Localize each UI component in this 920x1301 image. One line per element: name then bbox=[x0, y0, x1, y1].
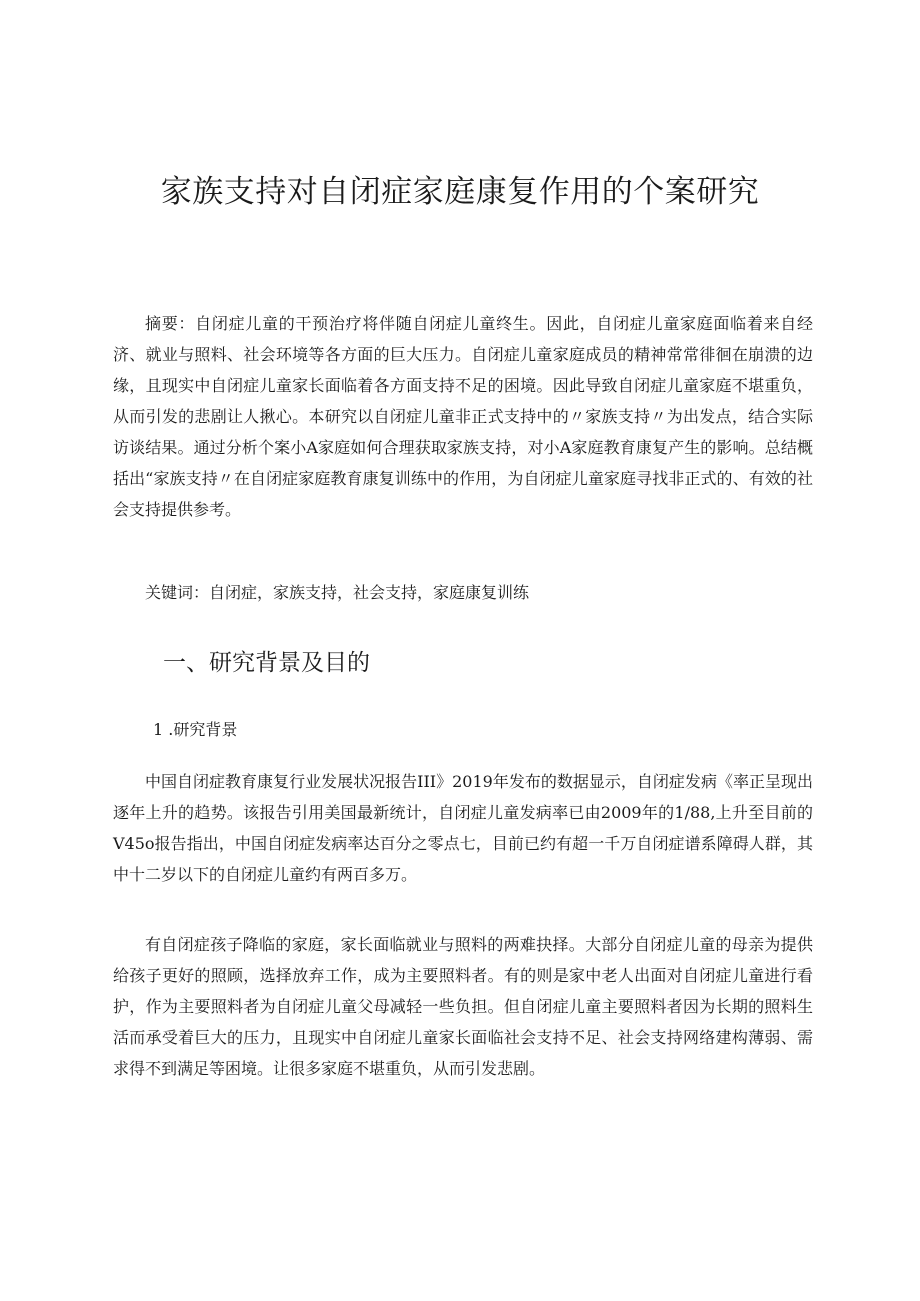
section-heading: 一、研究背景及目的 bbox=[163, 650, 370, 676]
body-paragraph-1: 中国自闭症教育康复行业发展状况报告III》2019年发布的数据显示，自闭症发病《率正呈现出逐年上升的趋势。该报告引用美国最新统计，自闭症儿童发病率已由2009年的1/88,上升至目前的V45o报告指出，中国自闭症发病率达百分之零点七，目前已约有超一千万自闭症谱系障碍人群，其中十二岁以下的自闭症儿童约有两百多万。 bbox=[113, 772, 813, 884]
subsection-heading: 1 .研究背景 bbox=[153, 720, 238, 739]
abstract-paragraph: 摘要：自闭症儿童的干预治疗将伴随自闭症儿童终生。因此，自闭症儿童家庭面临着来自经济、就业与照料、社会环境等各方面的巨大压力。自闭症儿童家庭成员的精神常常徘徊在崩溃的边缘，且现实中自闭症儿童家长面临着各方面支持不足的困境。因此导致自闭症儿童家庭不堪重负，从而引发的悲剧让人揪心。本研究以自闭症儿童非正式支持中的〃家族支持〃为出发点，结合实际访谈结果。通过分析个案小A家庭如何合理获取家族支持，对小A家庭教育康复产生的影响。总结概括出“家族支持〃在自闭症家庭教育康复训练中的作用，为自闭症儿童家庭寻找非正式的、有效的社会支持提供参考。 bbox=[113, 314, 813, 519]
document-title: 家族支持对自闭症家庭康复作用的个案研究 bbox=[160, 174, 760, 210]
keywords-line: 关键词：自闭症，家族支持，社会支持，家庭康复训练 bbox=[145, 583, 530, 602]
body-paragraph-2: 有自闭症孩子降临的家庭，家长面临就业与照料的两难抉择。大部分自闭症儿童的母亲为提供给孩子更好的照顾，选择放弃工作，成为主要照料者。有的则是家中老人出面对自闭症儿童进行看护，作为主要照料者为自闭症儿童父母减轻一些负担。但自闭症儿童主要照料者因为长期的照料生活而承受着巨大的压力，且现实中自闭症儿童家长面临社会支持不足、社会支持网络建构薄弱、需求得不到满足等困境。让很多家庭不堪重负，从而引发悲剧。 bbox=[113, 935, 813, 1078]
